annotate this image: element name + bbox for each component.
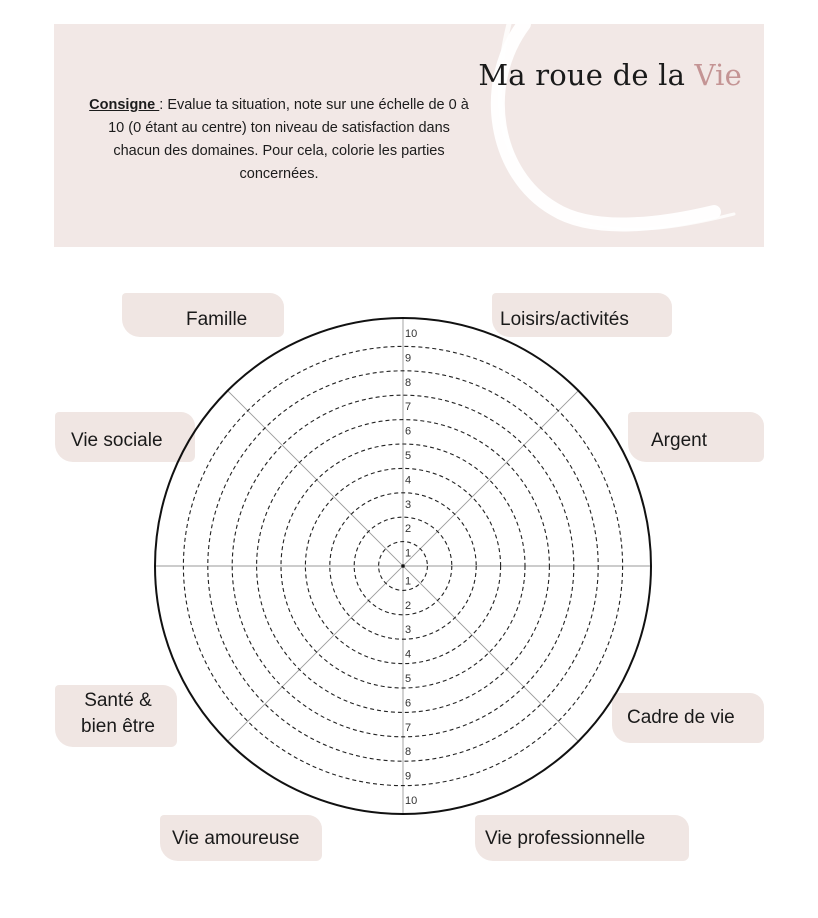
label-loisirs: Loisirs/activités [500, 309, 629, 330]
scale-top-1: 1 [405, 547, 412, 560]
scale-top-2: 2 [405, 523, 412, 536]
scale-bottom-4: 4 [405, 648, 412, 661]
scale-bottom-9: 9 [405, 770, 412, 783]
scale-top-4: 4 [405, 474, 412, 487]
scale-bottom-8: 8 [405, 746, 412, 759]
label-famille: Famille [186, 309, 248, 330]
label-vie-amoureuse: Vie amoureuse [172, 828, 300, 849]
label-sante-line2: bien être [81, 716, 155, 737]
scale-bottom-7: 7 [405, 721, 412, 734]
scale-top-7: 7 [405, 401, 412, 414]
scale-top-9: 9 [405, 352, 412, 365]
wheel-center [401, 564, 405, 568]
scale-top-3: 3 [405, 498, 412, 511]
scale-top-6: 6 [405, 425, 412, 438]
label-sante-line1: Santé & [84, 690, 152, 711]
scale-bottom-6: 6 [405, 697, 412, 710]
scale-bottom-1: 1 [405, 575, 412, 588]
scale-top-5: 5 [405, 450, 412, 462]
label-cadre-de-vie: Cadre de vie [627, 707, 735, 728]
scale-bottom-5: 5 [405, 673, 412, 685]
title-main: Ma roue de la [478, 58, 695, 92]
scale-top-8: 8 [405, 376, 412, 389]
title-accent: Vie [694, 58, 742, 92]
label-vie-professionnelle: Vie professionnelle [485, 828, 646, 849]
instruction-text: : Evalue ta situation, note sur une échelle de 0 à 10 (0 étant au centre) ton niveau de satisfaction dans chacun des domaines. Pour cela, colorie les parties concernées. [108, 97, 469, 182]
scale-top-10: 10 [405, 328, 418, 340]
label-sante [72, 688, 164, 740]
instruction-keyword: Consigne [89, 97, 160, 113]
scale-bottom-3: 3 [405, 624, 412, 637]
wheel-scale-numbers [405, 328, 417, 807]
label-vie-sociale: Vie sociale [71, 430, 163, 451]
scale-bottom-2: 2 [405, 599, 412, 612]
scale-bottom-10: 10 [405, 795, 418, 807]
label-argent: Argent [651, 430, 707, 451]
